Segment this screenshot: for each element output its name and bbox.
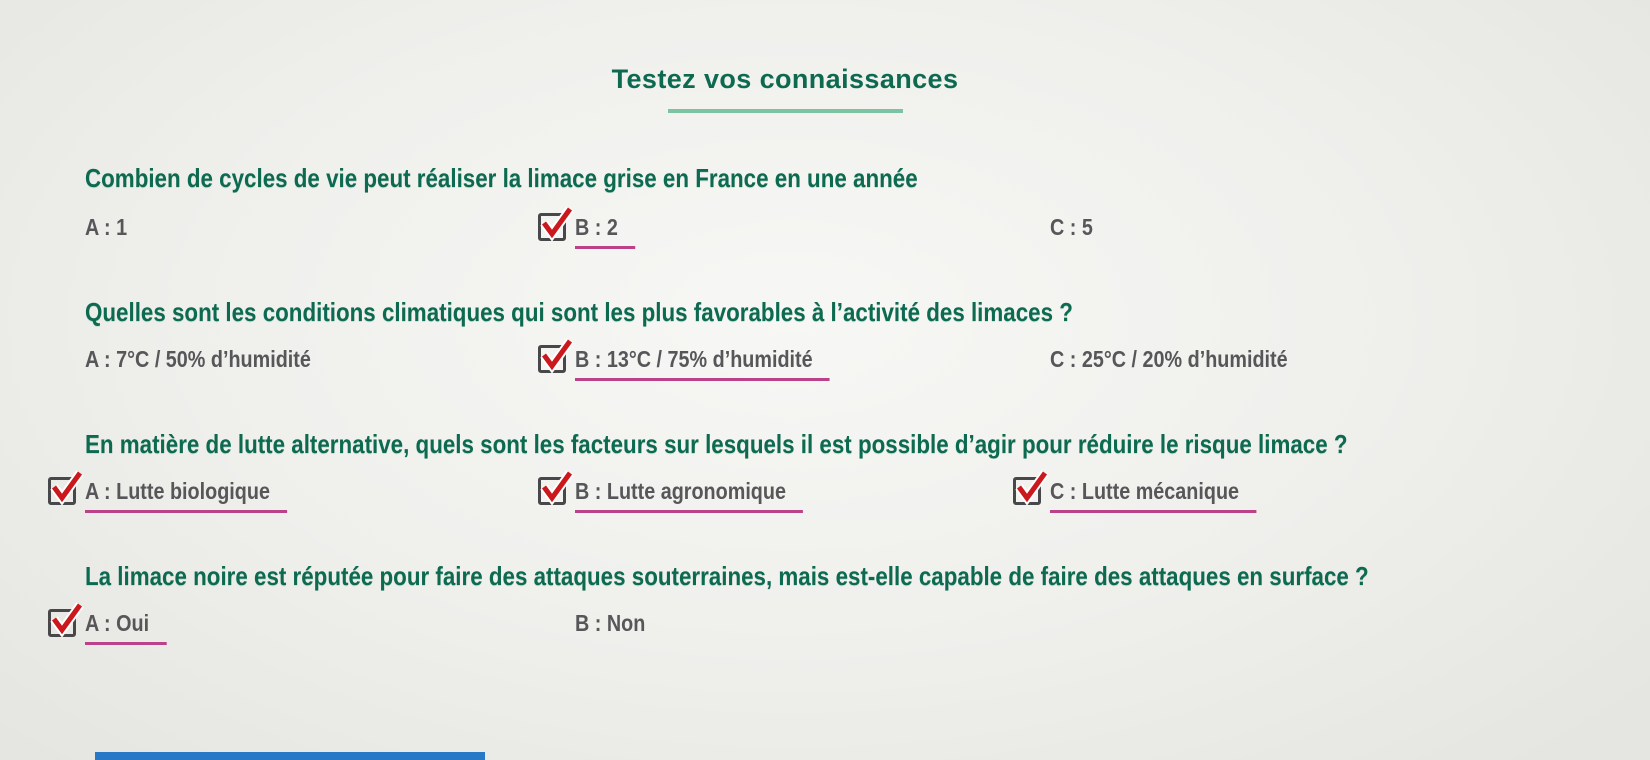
checkbox-checked-icon[interactable] bbox=[538, 477, 566, 505]
title-underline bbox=[668, 109, 903, 113]
answer-option-a[interactable] bbox=[85, 608, 180, 642]
answer-option-c[interactable] bbox=[1050, 344, 1326, 378]
checkbox-checked-icon[interactable] bbox=[48, 477, 76, 505]
answer-option-c[interactable] bbox=[1050, 476, 1290, 510]
answer-label: A : Oui bbox=[85, 608, 166, 645]
answer-label: B : Lutte agronomique bbox=[575, 476, 803, 513]
answer-label: C : 25°C / 20% d’humidité bbox=[1050, 346, 1288, 372]
question-2-text: Quelles sont les conditions climatiques qui sont les plus favorables à l’activité des limaces ? bbox=[85, 297, 1073, 327]
answer-label: A : Lutte biologique bbox=[85, 476, 287, 513]
page-title: Testez vos connaissances bbox=[611, 64, 959, 94]
answer-option-c[interactable] bbox=[1050, 212, 1100, 246]
answer-option-b[interactable] bbox=[575, 344, 871, 378]
question-3-text: En matière de lutte alternative, quels sont les facteurs sur lesquels il est possible d’agir pour réduire le risque limace ? bbox=[85, 429, 1348, 459]
checkbox-checked-icon[interactable] bbox=[538, 345, 566, 373]
answer-label: A : 1 bbox=[85, 214, 128, 240]
checkbox-checked-icon[interactable] bbox=[1013, 477, 1041, 505]
answer-option-b[interactable] bbox=[575, 608, 657, 642]
answer-label: A : 7°C / 50% d’humidité bbox=[85, 346, 311, 372]
checkbox-checked-icon[interactable] bbox=[48, 609, 76, 637]
answer-option-b[interactable] bbox=[575, 212, 645, 246]
answer-option-b[interactable] bbox=[575, 476, 840, 510]
question-2-answers bbox=[0, 344, 1650, 386]
question-1-text: Combien de cycles de vie peut réaliser la limace grise en France en une année bbox=[85, 163, 918, 193]
answer-label: B : Non bbox=[575, 610, 646, 636]
answer-label: C : Lutte mécanique bbox=[1050, 476, 1256, 513]
answer-option-a[interactable] bbox=[85, 212, 134, 246]
answer-option-a[interactable] bbox=[85, 344, 348, 378]
question-1-answers bbox=[0, 212, 1650, 254]
question-4-text: La limace noire est réputée pour faire des attaques souterraines, mais est-elle capable de faire des attaques en surface ? bbox=[85, 561, 1369, 591]
answer-option-a[interactable] bbox=[85, 476, 320, 510]
question-3-answers bbox=[0, 476, 1650, 518]
checkbox-checked-icon[interactable] bbox=[538, 213, 566, 241]
answer-label: B : 13°C / 75% d’humidité bbox=[575, 344, 830, 381]
question-4-answers bbox=[0, 608, 1650, 650]
answer-label: B : 2 bbox=[575, 212, 635, 249]
bottom-section-edge bbox=[95, 752, 485, 760]
answer-label: C : 5 bbox=[1050, 214, 1093, 240]
